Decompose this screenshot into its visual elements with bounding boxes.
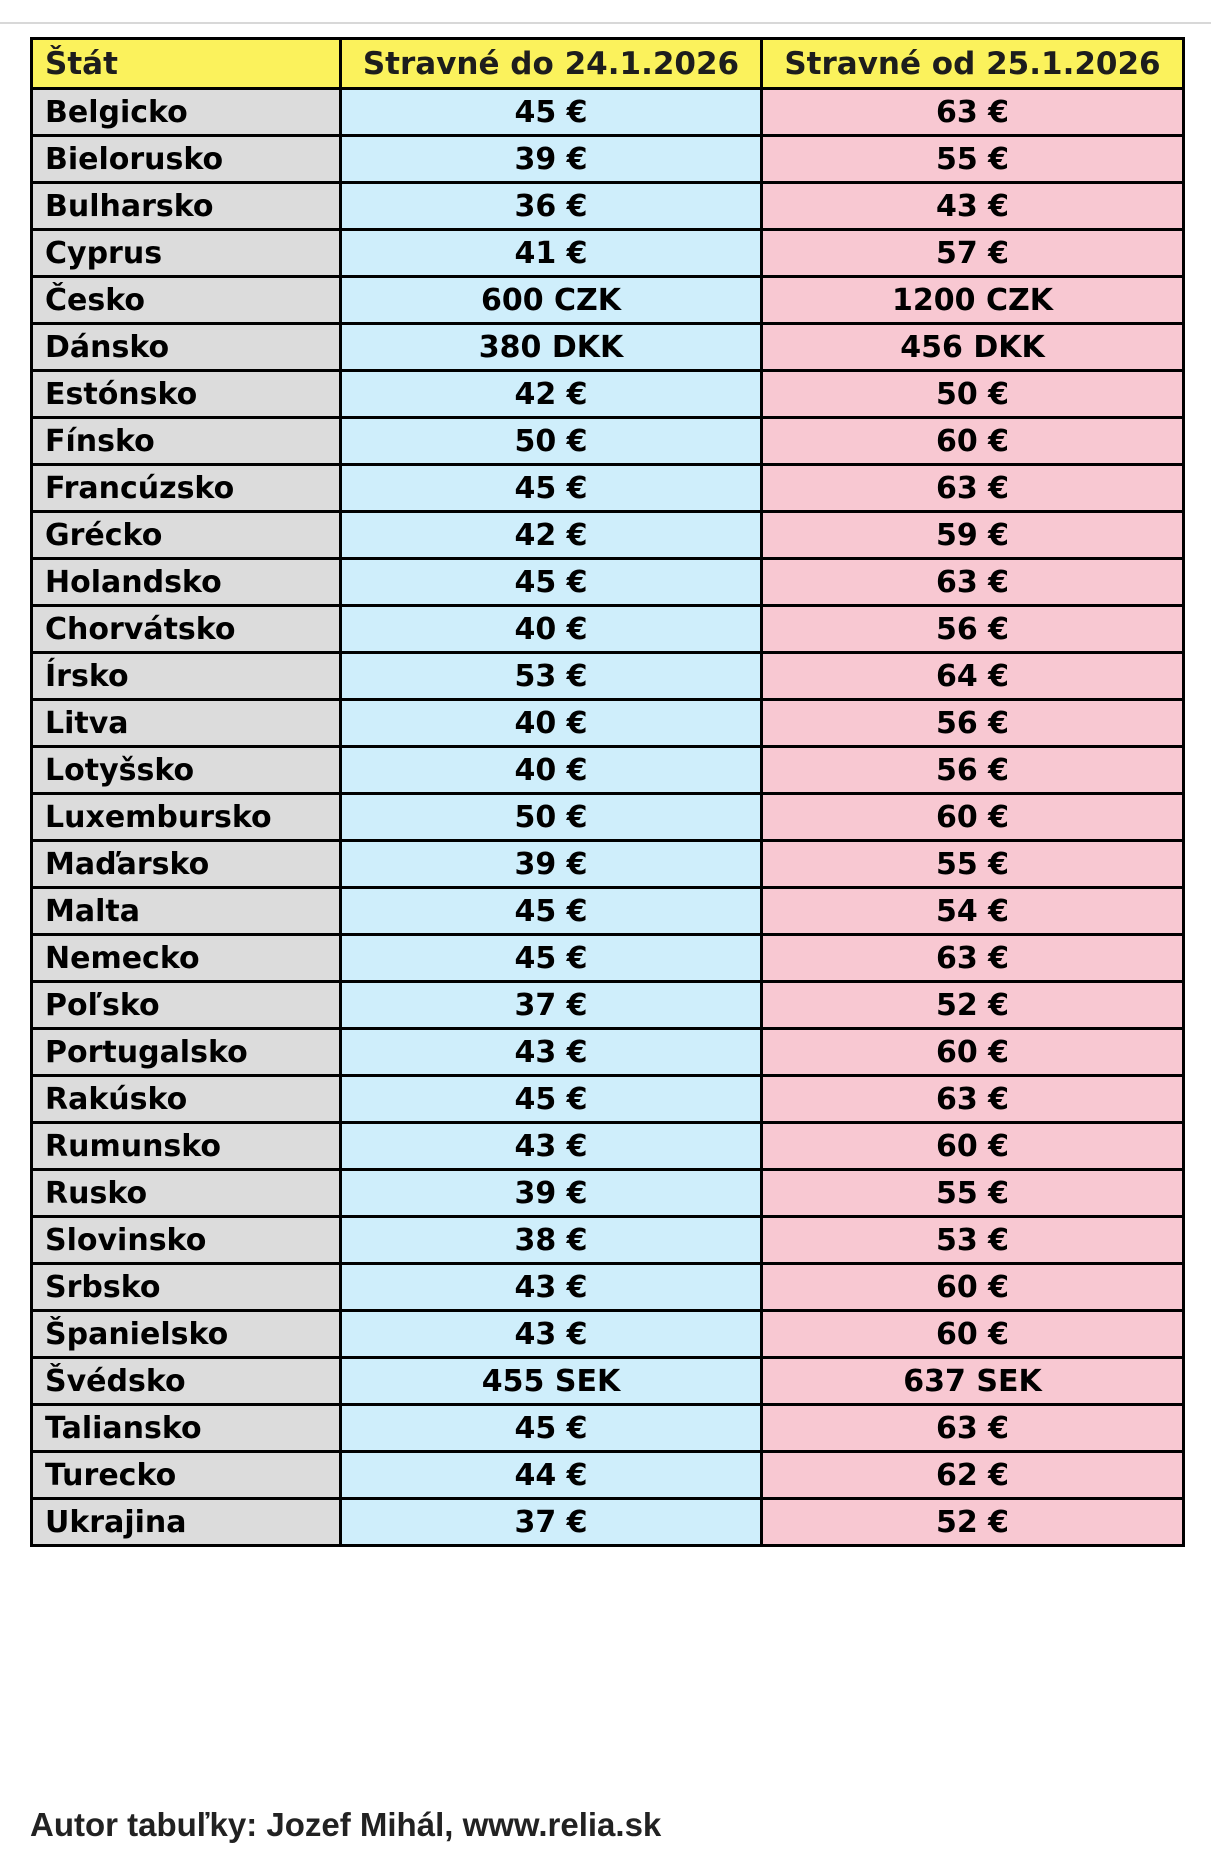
old-allowance-cell: 43 € — [341, 1123, 762, 1170]
old-allowance-cell: 43 € — [341, 1264, 762, 1311]
table-row — [32, 512, 1184, 559]
old-allowance-cell: 36 € — [341, 183, 762, 230]
old-allowance-cell: 42 € — [341, 512, 762, 559]
state-cell: Ukrajina — [32, 1499, 341, 1546]
state-cell: Maďarsko — [32, 841, 341, 888]
table-row — [32, 559, 1184, 606]
new-allowance-cell: 62 € — [762, 1452, 1184, 1499]
table-row — [32, 653, 1184, 700]
new-allowance-cell: 63 € — [762, 465, 1184, 512]
new-allowance-cell: 59 € — [762, 512, 1184, 559]
table-row — [32, 371, 1184, 418]
table-row — [32, 888, 1184, 935]
old-allowance-cell: 38 € — [341, 1217, 762, 1264]
old-allowance-cell: 50 € — [341, 418, 762, 465]
old-allowance-cell: 380 DKK — [341, 324, 762, 371]
table-row — [32, 1358, 1184, 1405]
table-row — [32, 841, 1184, 888]
old-allowance-cell: 50 € — [341, 794, 762, 841]
table-row — [32, 465, 1184, 512]
state-cell: Srbsko — [32, 1264, 341, 1311]
table-row — [32, 183, 1184, 230]
new-allowance-cell: 64 € — [762, 653, 1184, 700]
old-allowance-cell: 39 € — [341, 136, 762, 183]
old-allowance-cell: 455 SEK — [341, 1358, 762, 1405]
state-cell: Rumunsko — [32, 1123, 341, 1170]
top-divider — [0, 22, 1211, 24]
new-allowance-cell: 50 € — [762, 371, 1184, 418]
state-cell: Lotyšsko — [32, 747, 341, 794]
old-allowance-cell: 45 € — [341, 1405, 762, 1452]
old-allowance-cell: 45 € — [341, 465, 762, 512]
old-allowance-cell: 45 € — [341, 559, 762, 606]
state-cell: Estónsko — [32, 371, 341, 418]
header-old-allowance: Stravné do 24.1.2026 — [341, 39, 762, 89]
old-allowance-cell: 39 € — [341, 841, 762, 888]
table-row — [32, 230, 1184, 277]
table-row — [32, 747, 1184, 794]
state-cell: Malta — [32, 888, 341, 935]
table-row — [32, 1311, 1184, 1358]
state-cell: Cyprus — [32, 230, 341, 277]
old-allowance-cell: 37 € — [341, 982, 762, 1029]
state-cell: Portugalsko — [32, 1029, 341, 1076]
state-cell: Slovinsko — [32, 1217, 341, 1264]
new-allowance-cell: 57 € — [762, 230, 1184, 277]
state-cell: Česko — [32, 277, 341, 324]
table-row — [32, 1452, 1184, 1499]
state-cell: Poľsko — [32, 982, 341, 1029]
new-allowance-cell: 52 € — [762, 1499, 1184, 1546]
old-allowance-cell: 45 € — [341, 935, 762, 982]
header-state: Štát — [32, 39, 341, 89]
old-allowance-cell: 42 € — [341, 371, 762, 418]
state-cell: Grécko — [32, 512, 341, 559]
state-cell: Nemecko — [32, 935, 341, 982]
old-allowance-cell: 45 € — [341, 89, 762, 136]
new-allowance-cell: 60 € — [762, 1264, 1184, 1311]
state-cell: Rusko — [32, 1170, 341, 1217]
diet-allowance-table — [30, 37, 1185, 1547]
new-allowance-cell: 55 € — [762, 841, 1184, 888]
new-allowance-cell: 54 € — [762, 888, 1184, 935]
table-row — [32, 418, 1184, 465]
new-allowance-cell: 63 € — [762, 1076, 1184, 1123]
old-allowance-cell: 39 € — [341, 1170, 762, 1217]
state-cell: Chorvátsko — [32, 606, 341, 653]
old-allowance-cell: 600 CZK — [341, 277, 762, 324]
new-allowance-cell: 56 € — [762, 700, 1184, 747]
state-cell: Španielsko — [32, 1311, 341, 1358]
state-cell: Turecko — [32, 1452, 341, 1499]
table-row — [32, 1123, 1184, 1170]
old-allowance-cell: 43 € — [341, 1311, 762, 1358]
state-cell: Taliansko — [32, 1405, 341, 1452]
state-cell: Litva — [32, 700, 341, 747]
state-cell: Francúzsko — [32, 465, 341, 512]
old-allowance-cell: 45 € — [341, 888, 762, 935]
table-row — [32, 277, 1184, 324]
table-row — [32, 136, 1184, 183]
header-row — [32, 39, 1184, 89]
table-row — [32, 1076, 1184, 1123]
new-allowance-cell: 55 € — [762, 136, 1184, 183]
table-row — [32, 1264, 1184, 1311]
old-allowance-cell: 44 € — [341, 1452, 762, 1499]
state-cell: Írsko — [32, 653, 341, 700]
old-allowance-cell: 43 € — [341, 1029, 762, 1076]
table-row — [32, 935, 1184, 982]
new-allowance-cell: 53 € — [762, 1217, 1184, 1264]
new-allowance-cell: 60 € — [762, 418, 1184, 465]
new-allowance-cell: 56 € — [762, 606, 1184, 653]
table-row — [32, 1170, 1184, 1217]
table-row — [32, 794, 1184, 841]
table-row — [32, 982, 1184, 1029]
author-credit: Autor tabuľky: Jozef Mihál, www.relia.sk — [30, 1806, 662, 1843]
old-allowance-cell: 45 € — [341, 1076, 762, 1123]
new-allowance-cell: 63 € — [762, 935, 1184, 982]
old-allowance-cell: 40 € — [341, 606, 762, 653]
new-allowance-cell: 456 DKK — [762, 324, 1184, 371]
new-allowance-cell: 43 € — [762, 183, 1184, 230]
table-row — [32, 700, 1184, 747]
table-row — [32, 1217, 1184, 1264]
new-allowance-cell: 60 € — [762, 1029, 1184, 1076]
new-allowance-cell: 60 € — [762, 794, 1184, 841]
header-new-allowance: Stravné od 25.1.2026 — [762, 39, 1184, 89]
new-allowance-cell: 637 SEK — [762, 1358, 1184, 1405]
table-row — [32, 1405, 1184, 1452]
new-allowance-cell: 55 € — [762, 1170, 1184, 1217]
table-row — [32, 89, 1184, 136]
new-allowance-cell: 63 € — [762, 1405, 1184, 1452]
new-allowance-cell: 63 € — [762, 559, 1184, 606]
old-allowance-cell: 41 € — [341, 230, 762, 277]
old-allowance-cell: 37 € — [341, 1499, 762, 1546]
table-row — [32, 606, 1184, 653]
new-allowance-cell: 56 € — [762, 747, 1184, 794]
state-cell: Rakúsko — [32, 1076, 341, 1123]
table-row — [32, 1499, 1184, 1546]
table-row — [32, 1029, 1184, 1076]
state-cell: Belgicko — [32, 89, 341, 136]
old-allowance-cell: 40 € — [341, 747, 762, 794]
table-row — [32, 324, 1184, 371]
state-cell: Fínsko — [32, 418, 341, 465]
new-allowance-cell: 60 € — [762, 1123, 1184, 1170]
new-allowance-cell: 63 € — [762, 89, 1184, 136]
old-allowance-cell: 40 € — [341, 700, 762, 747]
state-cell: Holandsko — [32, 559, 341, 606]
state-cell: Švédsko — [32, 1358, 341, 1405]
state-cell: Luxembursko — [32, 794, 341, 841]
state-cell: Dánsko — [32, 324, 341, 371]
state-cell: Bielorusko — [32, 136, 341, 183]
new-allowance-cell: 60 € — [762, 1311, 1184, 1358]
old-allowance-cell: 53 € — [341, 653, 762, 700]
new-allowance-cell: 1200 CZK — [762, 277, 1184, 324]
state-cell: Bulharsko — [32, 183, 341, 230]
new-allowance-cell: 52 € — [762, 982, 1184, 1029]
